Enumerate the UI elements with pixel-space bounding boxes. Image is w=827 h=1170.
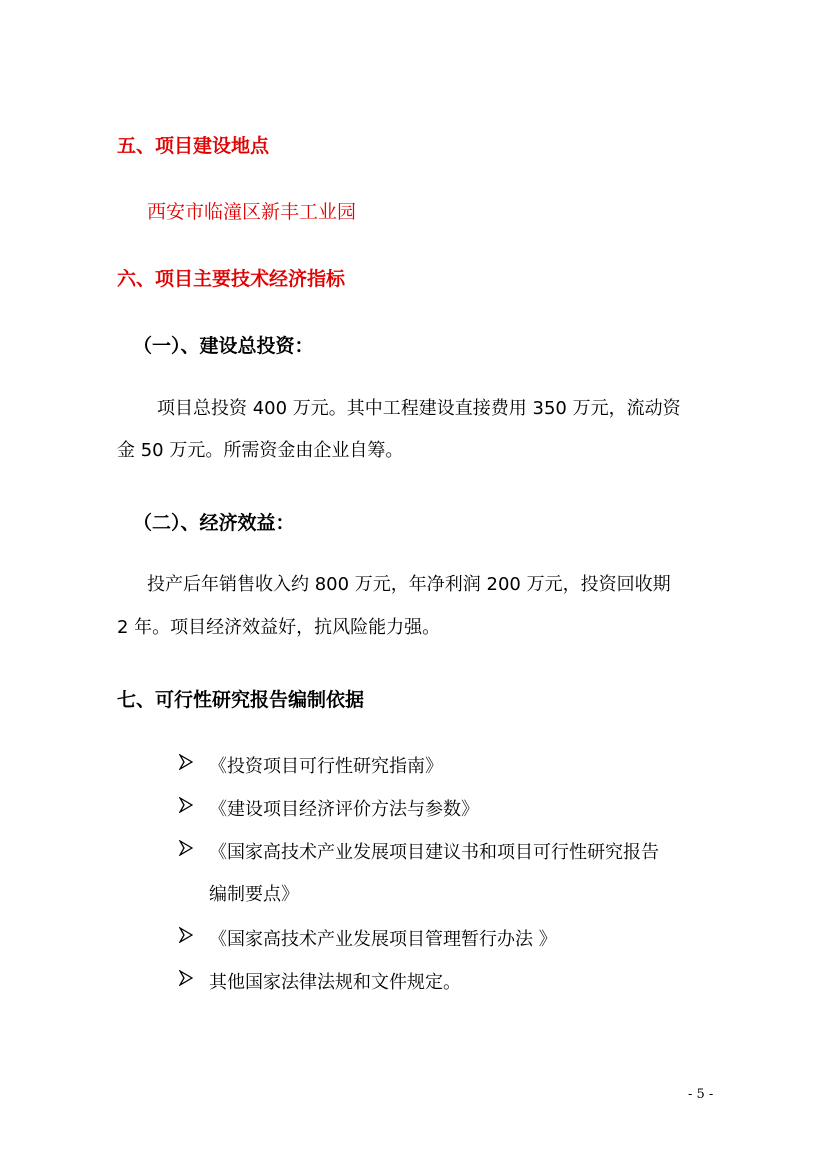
section7-heading: 七、可行性研究报告编制依据	[117, 689, 365, 711]
benefit-line1: 投产后年销售收入约 800 万元，年净利润 200 万元，投资回收期	[147, 574, 671, 595]
subsection-benefit-title: （二）、经济效益：	[133, 512, 295, 534]
investment-line2: 金 50 万元。所需资金由企业自筹。	[117, 440, 404, 461]
basis-item: 《国家高技术产业发展项目管理暂行办法 》	[209, 929, 557, 950]
basis-item: 其他国家法律法规和文件规定。	[209, 972, 461, 993]
basis-item: 《国家高技术产业发展项目建议书和项目可行性研究报告	[209, 842, 659, 863]
benefit-line2: 2 年。项目经济效益好，抗风险能力强。	[117, 617, 441, 638]
section6-heading: 六、项目主要技术经济指标	[117, 268, 346, 290]
arrow-bullet-icon	[179, 797, 193, 813]
subsection-investment-title: （一）、建设总投资：	[133, 335, 314, 357]
investment-line1: 项目总投资 400 万元。其中工程建设直接费用 350 万元，流动资	[157, 398, 681, 419]
arrow-bullet-icon	[179, 754, 193, 770]
project-location: 西安市临潼区新丰工业园	[147, 201, 357, 223]
basis-item: 《投资项目可行性研究指南》	[209, 756, 443, 777]
section5-heading: 五、项目建设地点	[117, 135, 270, 157]
basis-item: 《建设项目经济评价方法与参数》	[209, 799, 479, 820]
arrow-bullet-icon	[179, 970, 193, 986]
basis-item-continued: 编制要点》	[209, 884, 299, 905]
arrow-bullet-icon	[179, 927, 193, 943]
page-number: - 5 -	[688, 1087, 714, 1102]
arrow-bullet-icon	[179, 840, 193, 856]
